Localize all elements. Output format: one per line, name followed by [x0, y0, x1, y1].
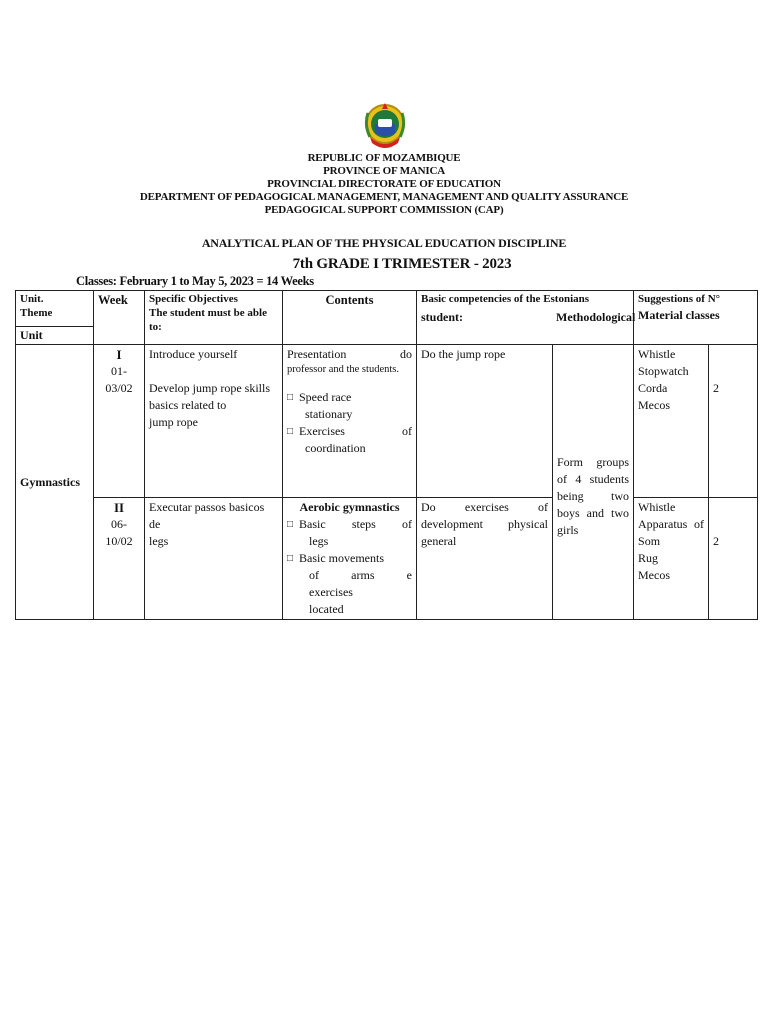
header-competencies-title: Basic competencies of the Estonians: [421, 293, 590, 305]
week-number: I: [116, 347, 122, 362]
header-line-republic: REPUBLIC OF MOZAMBIQUE: [307, 152, 461, 164]
content-text: coordination: [305, 441, 366, 455]
contents-cell: [283, 345, 417, 498]
content-text: of arms e: [309, 568, 412, 582]
material-item: Mecos: [638, 398, 671, 412]
header-unit: Unit: [16, 327, 94, 345]
header-methodological: Methodological: [556, 310, 636, 324]
class-count-cell: [709, 345, 758, 498]
content-text: stationary: [305, 407, 353, 421]
class-count-cell: [709, 498, 758, 620]
objectives-cell: [145, 345, 283, 498]
content-text: professor and the students.: [287, 364, 399, 375]
institution-header: [0, 152, 768, 217]
objective-text: basics related to: [149, 398, 227, 412]
material-item: Som: [638, 534, 661, 548]
material-item: Apparatus of: [638, 517, 705, 531]
class-count: 2: [713, 534, 720, 548]
competency-text: general: [421, 534, 457, 548]
week-dates: 03/02: [105, 381, 133, 395]
material-item: Whistle: [638, 500, 676, 514]
header-line-directorate: PROVINCIAL DIRECTORATE OF EDUCATION: [267, 178, 501, 190]
objective-text: legs: [149, 534, 169, 548]
mozambique-coat-of-arms-icon: [362, 95, 408, 153]
competency-cell: [417, 498, 553, 620]
objective-text: Develop jump rope skills: [149, 381, 270, 395]
content-text: located: [309, 602, 344, 616]
bullet-icon: □: [287, 426, 294, 437]
material-item: Rug: [638, 551, 659, 565]
week-cell: [94, 345, 145, 498]
objective-text: Executar passos basicos de: [149, 500, 265, 531]
material-item: Whistle: [638, 347, 676, 361]
week-dates: 06-: [111, 517, 127, 531]
bullet-icon: □: [287, 553, 294, 564]
content-text: legs: [309, 534, 329, 548]
header-suggestions-title: Suggestions of N°: [638, 293, 721, 305]
grade-title: 7th GRADE I TRIMESTER - 2023: [292, 256, 512, 272]
content-bullet: □ Speed race: [287, 390, 352, 404]
header-competencies-sub: student:: [421, 310, 464, 324]
week-dates: 10/02: [105, 534, 133, 548]
content-text: Presentation do: [287, 347, 412, 361]
header-materials: Material classes: [638, 308, 720, 322]
content-title: Aerobic gymnastics: [299, 500, 400, 514]
objective-text: Introduce yourself: [149, 347, 238, 361]
bullet-icon: □: [287, 519, 294, 530]
bullet-icon: □: [287, 392, 294, 403]
class-count: 2: [713, 381, 720, 395]
header-theme-label: Theme: [20, 307, 53, 319]
header-unit-theme: [16, 291, 94, 327]
methodology-text: of 4 students: [557, 472, 630, 486]
competency-text: Do exercises of: [421, 500, 548, 514]
header-competencies: [417, 291, 634, 345]
materials-cell: [634, 345, 709, 498]
content-bullet: □ Basic movements: [287, 551, 384, 565]
methodology-cell: [553, 345, 634, 620]
material-item: Mecos: [638, 568, 671, 582]
week-cell: [94, 498, 145, 620]
methodology-text: being two: [557, 489, 630, 503]
header-contents: Contents: [283, 291, 417, 345]
objective-text: jump rope: [149, 415, 198, 429]
content-text: exercises: [309, 585, 353, 599]
header-line-province: PROVINCE OF MANICA: [323, 165, 445, 177]
methodology-text: girls: [557, 523, 579, 537]
header-line-department: DEPARTMENT OF PEDAGOGICAL MANAGEMENT, MANAGEMENT AND QUALITY ASSURANCE: [139, 191, 629, 203]
header-suggestions: [634, 291, 758, 345]
header-unit-label: Unit.: [20, 293, 44, 305]
header-line-commission: PEDAGOGICAL SUPPORT COMMISSION (CAP): [264, 204, 504, 216]
plan-title: ANALYTICAL PLAN OF THE PHYSICAL EDUCATION DISCIPLINE: [201, 236, 567, 250]
methodology-text: boys and two: [557, 506, 630, 520]
methodology-text: Form groups: [557, 455, 630, 469]
material-item: Corda: [638, 381, 668, 395]
contents-cell: [283, 498, 417, 620]
header-objectives: [145, 291, 283, 345]
week-number: II: [113, 500, 125, 515]
competency-text: development physical: [421, 517, 548, 531]
table-row: [16, 498, 758, 620]
table-header-row: [16, 291, 758, 327]
header-week: Week: [94, 291, 145, 345]
classes-period: Classes: February 1 to May 5, 2023 = 14 Weeks: [76, 274, 314, 288]
analytical-plan-table: [15, 290, 758, 620]
content-bullet: □ Basic steps of: [287, 517, 412, 531]
materials-cell: [634, 498, 709, 620]
content-bullet: □ Exercises of: [287, 424, 412, 438]
table-row: [16, 345, 758, 498]
competency-cell: Do the jump rope: [417, 345, 553, 498]
theme-cell: Gymnastics: [16, 345, 94, 620]
objectives-cell: [145, 498, 283, 620]
header-objectives-sub: The student must be able to:: [149, 307, 267, 333]
week-dates: 01-: [111, 364, 127, 378]
material-item: Stopwatch: [638, 364, 689, 378]
header-objectives-title: Specific Objectives: [149, 293, 238, 305]
